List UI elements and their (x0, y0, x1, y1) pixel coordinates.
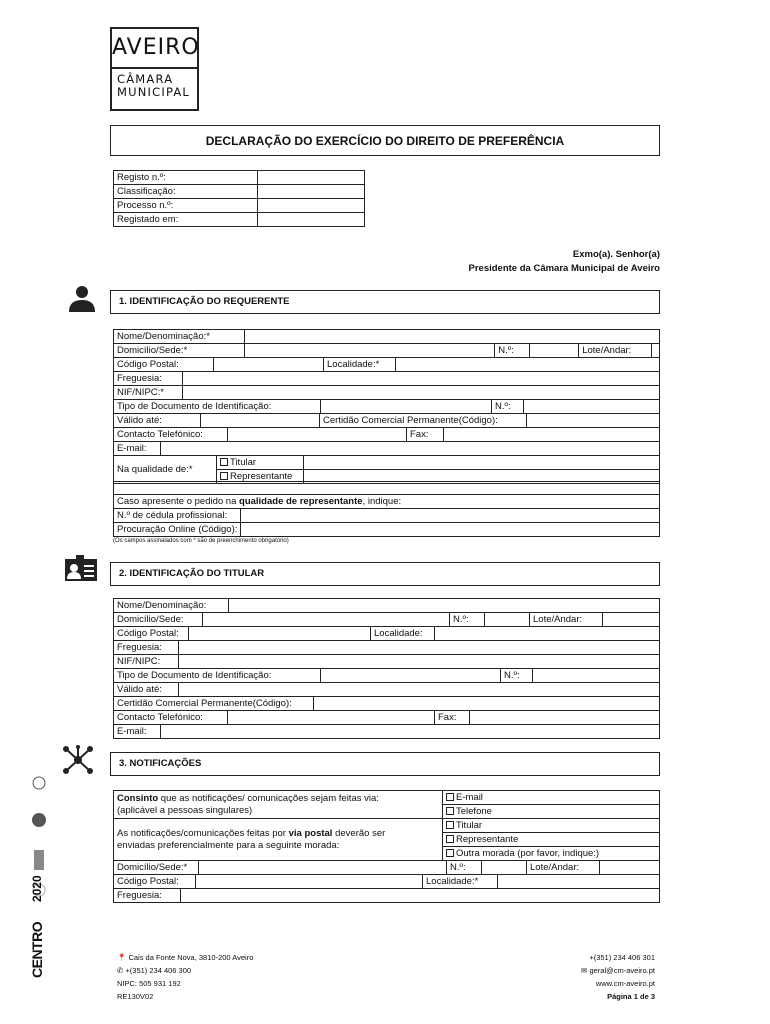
centro-logo: CENTRO (29, 921, 45, 978)
nome-field[interactable] (245, 330, 660, 344)
cedula-field[interactable] (241, 509, 660, 523)
blank-row (114, 482, 660, 495)
t-email-label: E-mail: (114, 725, 161, 739)
caso-text (114, 495, 660, 509)
caso-b: qualidade de representante (239, 495, 363, 507)
footer-email[interactable]: geral@cm-aveiro.pt (589, 966, 655, 975)
footer-address-row (117, 951, 253, 964)
nif-field[interactable] (183, 386, 660, 400)
t-n2-label: N.º: (501, 669, 533, 683)
titular-checkbox[interactable] (220, 458, 228, 466)
footer-email-row (581, 964, 655, 977)
procuracao-field[interactable] (241, 523, 660, 537)
n-titular-text: Titular (456, 819, 483, 831)
footer-nipc: NIPC: 505 931 192 (117, 979, 181, 988)
t-certidao-field[interactable] (314, 697, 660, 711)
n2-field[interactable] (524, 400, 660, 414)
n-representante-option[interactable] (443, 833, 660, 847)
logo-line2: MUNICIPAL (117, 85, 191, 99)
t-lote-field[interactable] (603, 613, 660, 627)
procuracao-label: Procuração Online (Código): (114, 523, 241, 537)
postal-a: As notificações/comunicações feitas por (117, 827, 289, 839)
freguesia-label: Freguesia: (114, 372, 183, 386)
requerente-table (113, 329, 660, 358)
email-option[interactable] (443, 791, 660, 805)
postal-line2: enviadas preferencialmente para a seguinte morada: (117, 839, 340, 851)
titular-blank (304, 456, 660, 470)
aveiro-logo (110, 27, 199, 111)
t-cp-label: Código Postal: (114, 627, 189, 641)
portugal-2020-logo: 2020 (30, 875, 44, 902)
t-n-label: N.º: (450, 613, 485, 627)
caso-c: , indique: (362, 495, 402, 507)
t-n-field[interactable] (485, 613, 530, 627)
email-checkbox[interactable] (446, 793, 454, 801)
titular-table-3 (113, 626, 660, 641)
fax-field[interactable] (444, 428, 660, 442)
n-lote-field[interactable] (600, 861, 660, 875)
email-option-text: E-mail (456, 791, 483, 803)
id-card-icon (64, 555, 98, 583)
t-domicilio-field[interactable] (203, 613, 450, 627)
fax-label: Fax: (407, 428, 444, 442)
addressee-line2: Presidente da Câmara Municipal de Aveiro (468, 263, 660, 274)
contacto-field[interactable] (228, 428, 407, 442)
certidao-field[interactable] (527, 414, 660, 428)
classificacao-label: Classificação: (114, 185, 258, 199)
t-fax-field[interactable] (470, 711, 660, 725)
titular-table-6 (113, 682, 660, 697)
contacto-label: Contacto Telefónico: (114, 428, 228, 442)
n-n-field[interactable] (482, 861, 527, 875)
n-lote-label: Lote/Andar: (527, 861, 600, 875)
n-n-label: N.º: (447, 861, 482, 875)
n-freguesia-label: Freguesia: (114, 889, 181, 903)
footer-left (117, 951, 253, 1003)
requerente-table-4 (113, 399, 660, 414)
email-label: E-mail: (114, 442, 161, 456)
requerente-table-7 (113, 441, 660, 456)
tipo-label: Tipo de Documento de Identificação: (114, 400, 321, 414)
funding-logos (28, 750, 50, 980)
consinto-cell (114, 791, 443, 819)
section3-header: 3. NOTIFICAÇÕES (110, 752, 660, 776)
localidade-label: Localidade:* (324, 358, 396, 372)
postal-bold: via postal (288, 827, 333, 839)
section2-header: 2. IDENTIFICAÇÃO DO TITULAR (110, 562, 660, 586)
t-tipo-label: Tipo de Documento de Identificação: (114, 669, 321, 683)
valido-label: Válido até: (114, 414, 201, 428)
requerente-table-6 (113, 427, 660, 442)
localidade-field[interactable] (396, 358, 660, 372)
qualidade-table (113, 455, 660, 484)
titular-table-8 (113, 710, 660, 725)
qualidade-label: Na qualidade de:* (114, 456, 217, 484)
freguesia-field[interactable] (183, 372, 660, 386)
n-cp-label: Código Postal: (114, 875, 196, 889)
n-representante-checkbox[interactable] (446, 835, 454, 843)
t-tipo-field[interactable] (321, 669, 501, 683)
n-freguesia-field[interactable] (181, 889, 660, 903)
t-cp-field[interactable] (189, 627, 371, 641)
registado-field[interactable] (258, 213, 365, 227)
morada-table-3 (113, 888, 660, 903)
t-domicilio-label: Domicílio/Sede: (114, 613, 203, 627)
titular-table-5 (113, 668, 660, 683)
t-n2-field[interactable] (533, 669, 660, 683)
morada-table (113, 860, 660, 875)
cp-label: Código Postal: (114, 358, 214, 372)
requerente-table-2 (113, 357, 660, 372)
certidao-label: Certidão Comercial Permanente(Código): (320, 414, 527, 428)
t-valido-label: Válido até: (114, 683, 179, 697)
consinto-rest: que as notificações/ comunicações sejam feitas via: (158, 792, 379, 804)
processo-field[interactable] (258, 199, 365, 213)
processo-label: Processo n.º: (114, 199, 258, 213)
page-number: Página 1 de 3 (607, 992, 655, 1001)
t-email-field[interactable] (161, 725, 660, 739)
section1-header: 1. IDENTIFICAÇÃO DO REQUERENTE (110, 290, 660, 314)
cedula-label: N.º de cédula profissional: (114, 509, 241, 523)
t-contacto-field[interactable] (228, 711, 435, 725)
domicilio-field[interactable] (245, 344, 495, 358)
outra-morada-text: Outra morada (por favor, indique:) (456, 847, 600, 859)
representante-text: Representante (230, 470, 293, 482)
t-localidade-label: Localidade: (371, 627, 435, 641)
n-titular-option[interactable] (443, 819, 660, 833)
person-icon (67, 285, 97, 313)
titular-text: Titular (230, 456, 257, 468)
n-field[interactable] (530, 344, 579, 358)
n-localidade-field[interactable] (498, 875, 660, 889)
outra-morada-option[interactable] (443, 847, 660, 861)
t-nome-field[interactable] (229, 599, 660, 613)
telefone-option-text: Telefone (456, 805, 492, 817)
caso-a: Caso apresente o pedido na (117, 495, 240, 507)
consinto-bold: Consinto (117, 792, 159, 804)
email-icon: ✉ (581, 966, 588, 975)
n-titular-checkbox[interactable] (446, 821, 454, 829)
t-contacto-label: Contacto Telefónico: (114, 711, 228, 725)
nif-label: NIF/NIPC:* (114, 386, 183, 400)
t-freguesia-field[interactable] (179, 641, 660, 655)
footer-address: Cais da Fonte Nova, 3810-200 Aveiro (128, 953, 254, 962)
footer-ref: RE130V02 (117, 992, 154, 1001)
n2-label: N.º: (492, 400, 524, 414)
classificacao-field[interactable] (258, 185, 365, 199)
registado-label: Registado em: (114, 213, 258, 227)
postal-cell (114, 819, 443, 861)
cp-field[interactable] (214, 358, 324, 372)
morada-table-2 (113, 874, 660, 889)
t-fax-label: Fax: (435, 711, 470, 725)
titular-table-9 (113, 724, 660, 739)
addressee (469, 248, 660, 276)
registo-label: Registo n.º: (114, 171, 258, 185)
representante-table (113, 481, 660, 537)
footer-phone: +(351) 234 406 300 (125, 966, 192, 975)
t-nif-field[interactable] (179, 655, 660, 669)
footer-phone-row (117, 964, 253, 977)
logo-top: AVEIRO (112, 29, 197, 69)
postal-c: deverão ser (332, 827, 386, 839)
t-nif-label: NIF/NIPC: (114, 655, 179, 669)
n-domicilio-field[interactable] (199, 861, 447, 875)
n-domicilio-label: Domicílio/Sede:* (114, 861, 199, 875)
titular-table-4 (113, 640, 660, 669)
tipo-field[interactable] (321, 400, 492, 414)
document-title: DECLARAÇÃO DO EXERCÍCIO DO DIREITO DE PREFERÊNCIA (110, 125, 660, 156)
telefone-option[interactable] (443, 805, 660, 819)
logo-line1: CÂMARA (117, 72, 174, 86)
t-nome-label: Nome/Denominação: (114, 599, 229, 613)
telefone-checkbox[interactable] (446, 807, 454, 815)
t-freguesia-label: Freguesia: (114, 641, 179, 655)
footer-right (581, 951, 655, 1003)
titular-table-7 (113, 696, 660, 711)
titular-table-2 (113, 612, 660, 627)
registo-table (113, 170, 365, 227)
lote-label: Lote/Andar: (579, 344, 652, 358)
footer-phone2: +(351) 234 406 301 (589, 953, 655, 962)
nome-label: Nome/Denominação:* (114, 330, 245, 344)
valido-field[interactable] (201, 414, 320, 428)
addressee-line1: Exmo(a). Senhor(a) (572, 249, 660, 260)
footer-web[interactable]: www.cm-aveiro.pt (595, 979, 655, 988)
lote-field[interactable] (652, 344, 660, 358)
mandatory-note: (Os campos assinalados com * são de preenchimento obrigatório) (113, 538, 289, 544)
representante-checkbox[interactable] (220, 472, 228, 480)
t-certidao-label: Certidão Comercial Permanente(Código): (114, 697, 314, 711)
notificacoes-table (113, 790, 660, 861)
n-label: N.º: (495, 344, 530, 358)
t-lote-label: Lote/Andar: (530, 613, 603, 627)
t-localidade-field[interactable] (435, 627, 660, 641)
network-icon (63, 745, 93, 775)
phone-icon: ✆ (117, 966, 124, 975)
outra-morada-checkbox[interactable] (446, 849, 454, 857)
n-localidade-label: Localidade:* (423, 875, 498, 889)
registo-field[interactable] (258, 171, 365, 185)
domicilio-label: Domicílio/Sede:* (114, 344, 245, 358)
requerente-table-3 (113, 371, 660, 400)
logo-bottom (112, 69, 197, 99)
email-field[interactable] (161, 442, 660, 456)
n-representante-text: Representante (456, 833, 519, 845)
location-icon: 📍 (117, 953, 127, 962)
consinto-line2: (aplicável a pessoas singulares) (117, 804, 253, 816)
requerente-table-5 (113, 413, 660, 428)
n-cp-field[interactable] (196, 875, 423, 889)
titular-option[interactable] (217, 456, 304, 470)
t-valido-field[interactable] (179, 683, 660, 697)
titular-table (113, 598, 660, 613)
